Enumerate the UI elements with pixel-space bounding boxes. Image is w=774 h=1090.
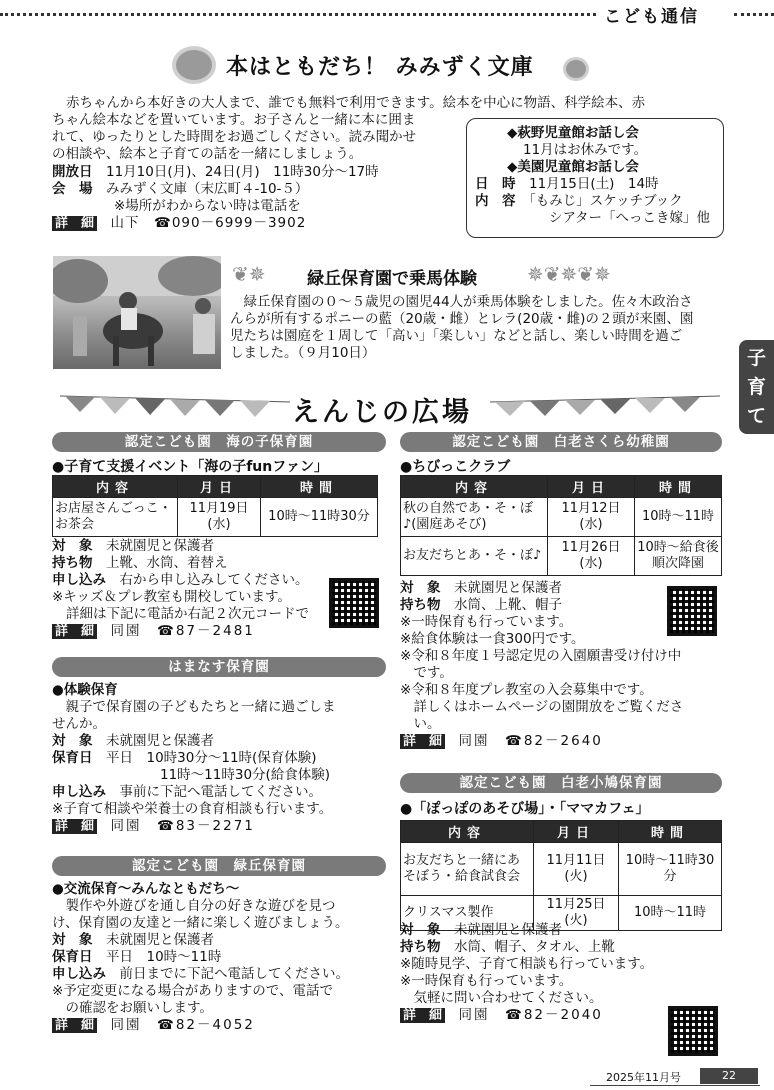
table-row: お店屋さんごっこ・お茶会 11月19日(水) 10時～11時30分 — [53, 498, 378, 537]
header-dotted-rule-right — [734, 13, 774, 16]
bunting-right — [490, 392, 720, 418]
sakura-table: 内容 月日 時間 秋の自然であ・そ・ぼ♪(園庭あそび) 11月12日(水) 10時～11時 お友だちとあ・そ・ぼ♪ 11月26日(水) 10時～給食後順次降園 — [400, 475, 722, 576]
section-title: こども通信 — [604, 7, 699, 27]
umi-section-bar: 認定こども園 海の子保育園 — [52, 432, 386, 452]
footer-rule — [590, 1085, 760, 1086]
hamanasu-section-bar: はまなす保育園 — [52, 657, 386, 677]
footer-page-number: 22 — [700, 1068, 758, 1084]
table-row: 秋の自然であ・そ・ぼ♪(園庭あそび) 11月12日(水) 10時～11時 — [401, 498, 722, 537]
sakura-details: 対 象 未就園児と保護者 持ち物 水筒、上靴、帽子 ※一時保育も行っています。 ※給食体験は一食300円です。 ※令和８年度１号認定児の入園願書受け付け中 です。 ※令和８年度プレ教室の入会募集中です。 詳しくはホームページの園開放をご覧くださ い。 詳 細 同園 ☎82－2640 — [400, 580, 684, 749]
footer-issue: 2025年11月号 — [606, 1071, 681, 1084]
side-tab-kosodate: 子育て — [739, 340, 774, 434]
header-dotted-rule — [0, 13, 596, 16]
horse-title: 緑丘保育園で乗馬体験 — [307, 269, 477, 289]
midori-details: ●交流保育～みんなともだち～ 製作や外遊びを通し自分の好きな遊びを見つ け、保育園の友達と一緒に楽しく遊びましょう。 対 象 未就園児と保護者 保育日 平日 10時～11時 申し込み 前日までに下記へ電話してください。 ※予定変更になる場合がありますので、電話で の確認をお願いします。 詳 細 同園 ☎82－4052 — [52, 881, 349, 1033]
flower-icon — [176, 50, 212, 80]
leaf-icon-right: ✵❦✵❦✵ — [527, 262, 611, 286]
library-info: 開放日 11月10日(月)、24日(月) 11時30分～17時 会 場 みみずく文庫（末広町４-10-５） ※場所がわからない時は電話を 詳 細 山下 ☎090－6999－3902 — [52, 164, 379, 231]
kobato-section-bar: 認定こども園 白老小鳩保育園 — [400, 773, 722, 793]
sakura-event-title: ●ちびっこクラブ — [400, 459, 511, 475]
sakura-section-bar: 認定こども園 白老さくら幼稚園 — [400, 432, 722, 452]
umi-event-title: ●子育て支援イベント「海の子funファン」 — [52, 459, 328, 475]
table-row: クリスマス製作 11月25日(火) 10時～11時 — [401, 896, 722, 931]
kobato-details: 対 象 未就園児と保護者 持ち物 水筒、帽子、タオル、上靴 ※随時見学、子育て相談も行っています。 ※一時保育も行っています。 気軽に問い合わせてください。 詳 細 同園 ☎82－2040 — [400, 922, 654, 1023]
table-row: お友だちと一緒にあそぼう・給食試食会 11月11日(火) 10時～11時30分 — [401, 843, 722, 896]
library-intro: 赤ちゃんから本好きの大人まで、誰でも無料で利用できます。絵本を中心に物語、科学絵本、赤 ちゃん絵本などを置いています。お子さんと一緒に本に囲ま れて、ゆったりとした時間をお過ごしください。読み聞かせ の相談や、絵本と子育ての話を一緒にしましょう。 — [52, 95, 646, 162]
flower-icon-right — [566, 60, 586, 78]
hamanasu-details: ●体験保育 親子で保育園の子どもたちと一緒に過ごしま せんか。 対 象 未就園児と保護者 保育日 平日 10時30分～11時(保育体験) 11時～11時30分(給食体験) 申し込み 事前に下記へ電話してください。 ※子育て相談や栄養士の食育相談も行います。 詳 細 同園 ☎83－2271 — [52, 682, 336, 834]
kobato-table: 内容 月日 時間 お友だちと一緒にあそぼう・給食試食会 11月11日(火) 10時～11時30分 クリスマス製作 11月25日(火) 10時～11時 — [400, 820, 722, 931]
umi-details: 対 象 未就園児と保護者 持ち物 上靴、水筒、着替え 申し込み 右から申し込みしてください。 ※キッズ＆プレ教室も開校しています。 詳細は下記に電話か右記２次元コードで 詳 細 同園 ☎87－2481 — [52, 538, 309, 639]
kobato-qr-code[interactable] — [668, 1006, 718, 1056]
horse-text: 緑丘保育園の０～５歳児の園児44人が乗馬体験をしました。佐々木政治さ んらが所有するポニーの藍（20歳・雌）とレラ(20歳・雌)の２頭が来園、園 児たちは園庭を１周して「高い」「楽しい」などと話し、楽しい時間を過ご しました。（９月10日） — [230, 294, 694, 361]
table-row: お友だちとあ・そ・ぼ♪ 11月26日(水) 10時～給食後順次降園 — [401, 537, 722, 576]
library-title: 本はともだち！ みみずく文庫 — [226, 55, 534, 80]
midori-section-bar: 認定こども園 緑丘保育園 — [52, 856, 386, 876]
bunting-left — [60, 392, 290, 418]
story-box: ◆萩野児童館お話し会 11月はお休みです。 ◆美園児童館お話し会 日 時 11月15日(土) 14時 内 容 「もみじ」スケッチブック シアター「へっこき嫁」他 — [466, 118, 724, 238]
umi-qr-code[interactable] — [329, 578, 379, 628]
umi-table: 内容 月日 時間 お店屋さんごっこ・お茶会 11月19日(水) 10時～11時30分 — [52, 475, 378, 537]
kobato-event-title: ●「ぽっぽのあそび場」・「ママカフェ」 — [400, 801, 650, 817]
sakura-qr-code[interactable] — [667, 586, 717, 636]
horse-riding-photo — [53, 256, 221, 369]
leaf-icon: ❦✵ — [232, 262, 266, 286]
plaza-title: えんじの広場 — [292, 397, 472, 428]
